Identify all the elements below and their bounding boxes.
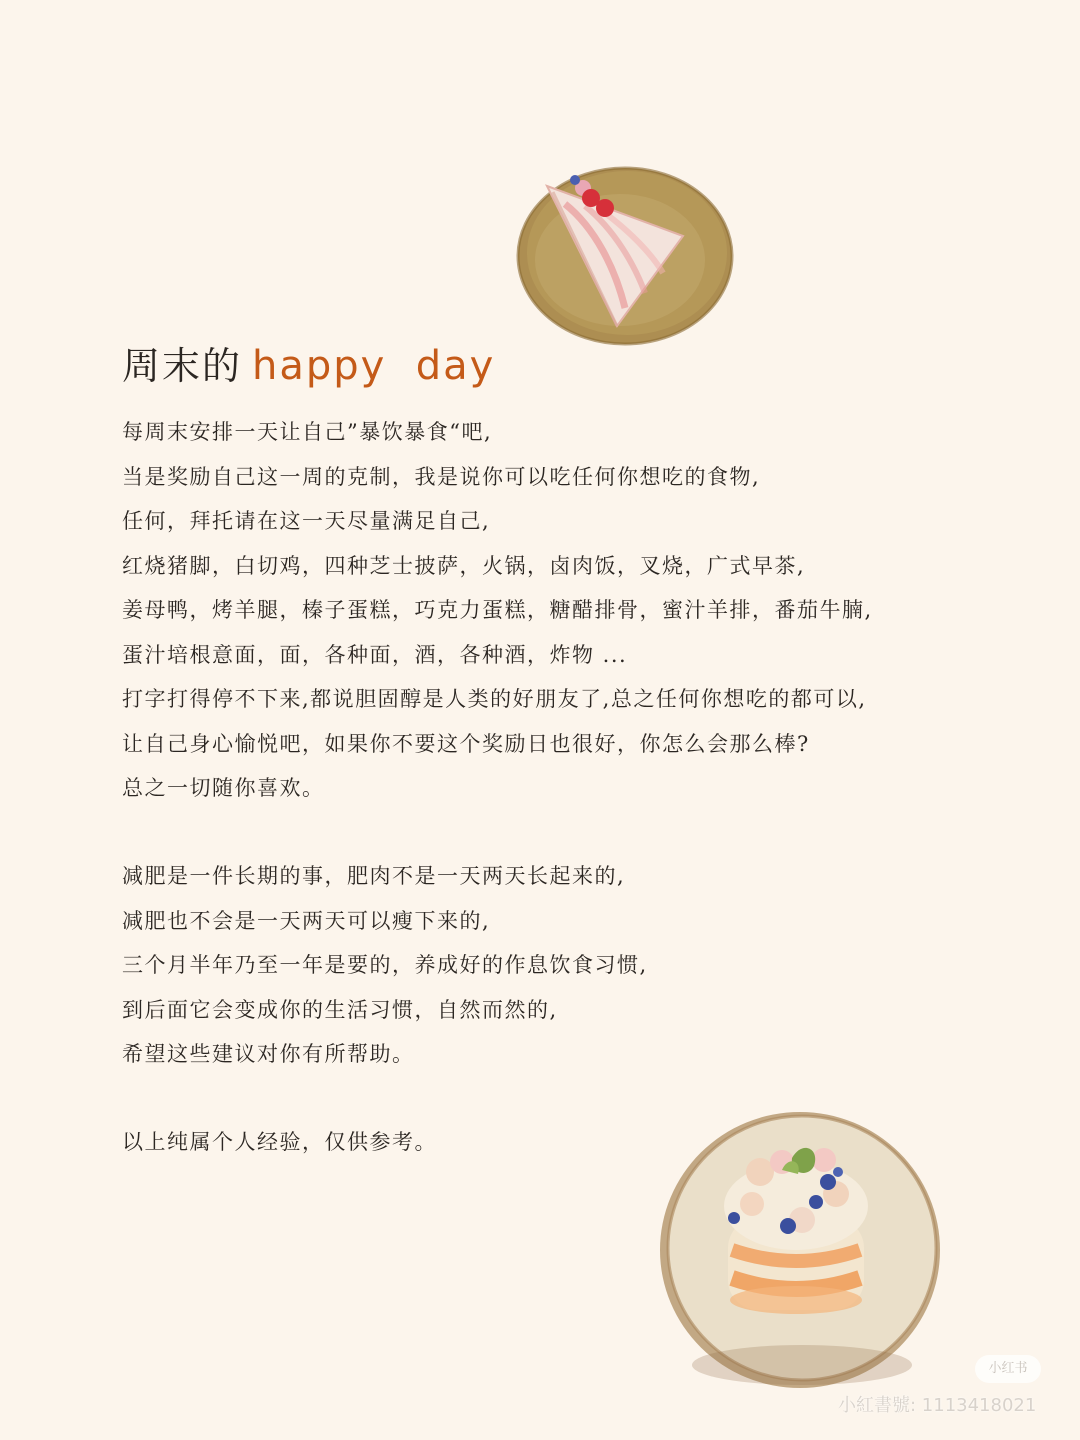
paragraph-reward-day [122,410,1002,811]
watermark-id: 小紅書號: 1113418021 [838,1395,1037,1416]
text-line: 红烧猪脚，白切鸡，四种芝士披萨，火锅，卤肉饭，叉烧，广式早茶, [122,553,806,578]
page-title [122,336,495,398]
text-line: 到后面它会变成你的生活习惯，自然而然的, [122,997,558,1022]
text-line: 让自己身心愉悦吧，如果你不要这个奖励日也很好，你怎么会那么棒? [122,731,810,756]
title-english: happy day [252,343,496,389]
cake-slice-plate-illustration [505,158,745,348]
text-line: 总之一切随你喜欢。 [122,776,325,800]
xiaohongshu-logo-badge: 小红书 [975,1355,1041,1383]
text-line: 减肥也不会是一天两天可以瘦下来的, [122,908,491,933]
text-line: 每周末安排一天让自己”暴饮暴食“吧, [122,420,493,444]
title-chinese: 周末的 [122,344,243,388]
layer-cake-plate-illustration [652,1100,952,1395]
text-line: 姜母鸭，烤羊腿，榛子蛋糕，巧克力蛋糕，糖醋排骨，蜜汁羊排，番茄牛腩, [122,598,873,622]
text-line: 希望这些建议对你有所帮助。 [122,1042,415,1066]
text-line: 蛋汁培根意面，面，各种面，酒，各种酒，炸物 ... [122,642,628,667]
text-line: 打字打得停不下来,都说胆固醇是人类的好朋友了,总之任何你想吃的都可以, [122,687,867,711]
text-line: 减肥是一件长期的事，肥肉不是一天两天长起来的, [122,864,626,888]
text-line: 三个月半年乃至一年是要的，养成好的作息饮食习惯, [122,953,648,977]
text-line: 任何，拜托请在这一天尽量满足自己, [122,509,491,533]
paragraph-long-term [122,854,1002,1077]
text-line: 以上纯属个人经验，仅供参考。 [122,1130,437,1154]
text-line: 当是奖励自己这一周的克制，我是说你可以吃任何你想吃的食物, [122,464,761,489]
